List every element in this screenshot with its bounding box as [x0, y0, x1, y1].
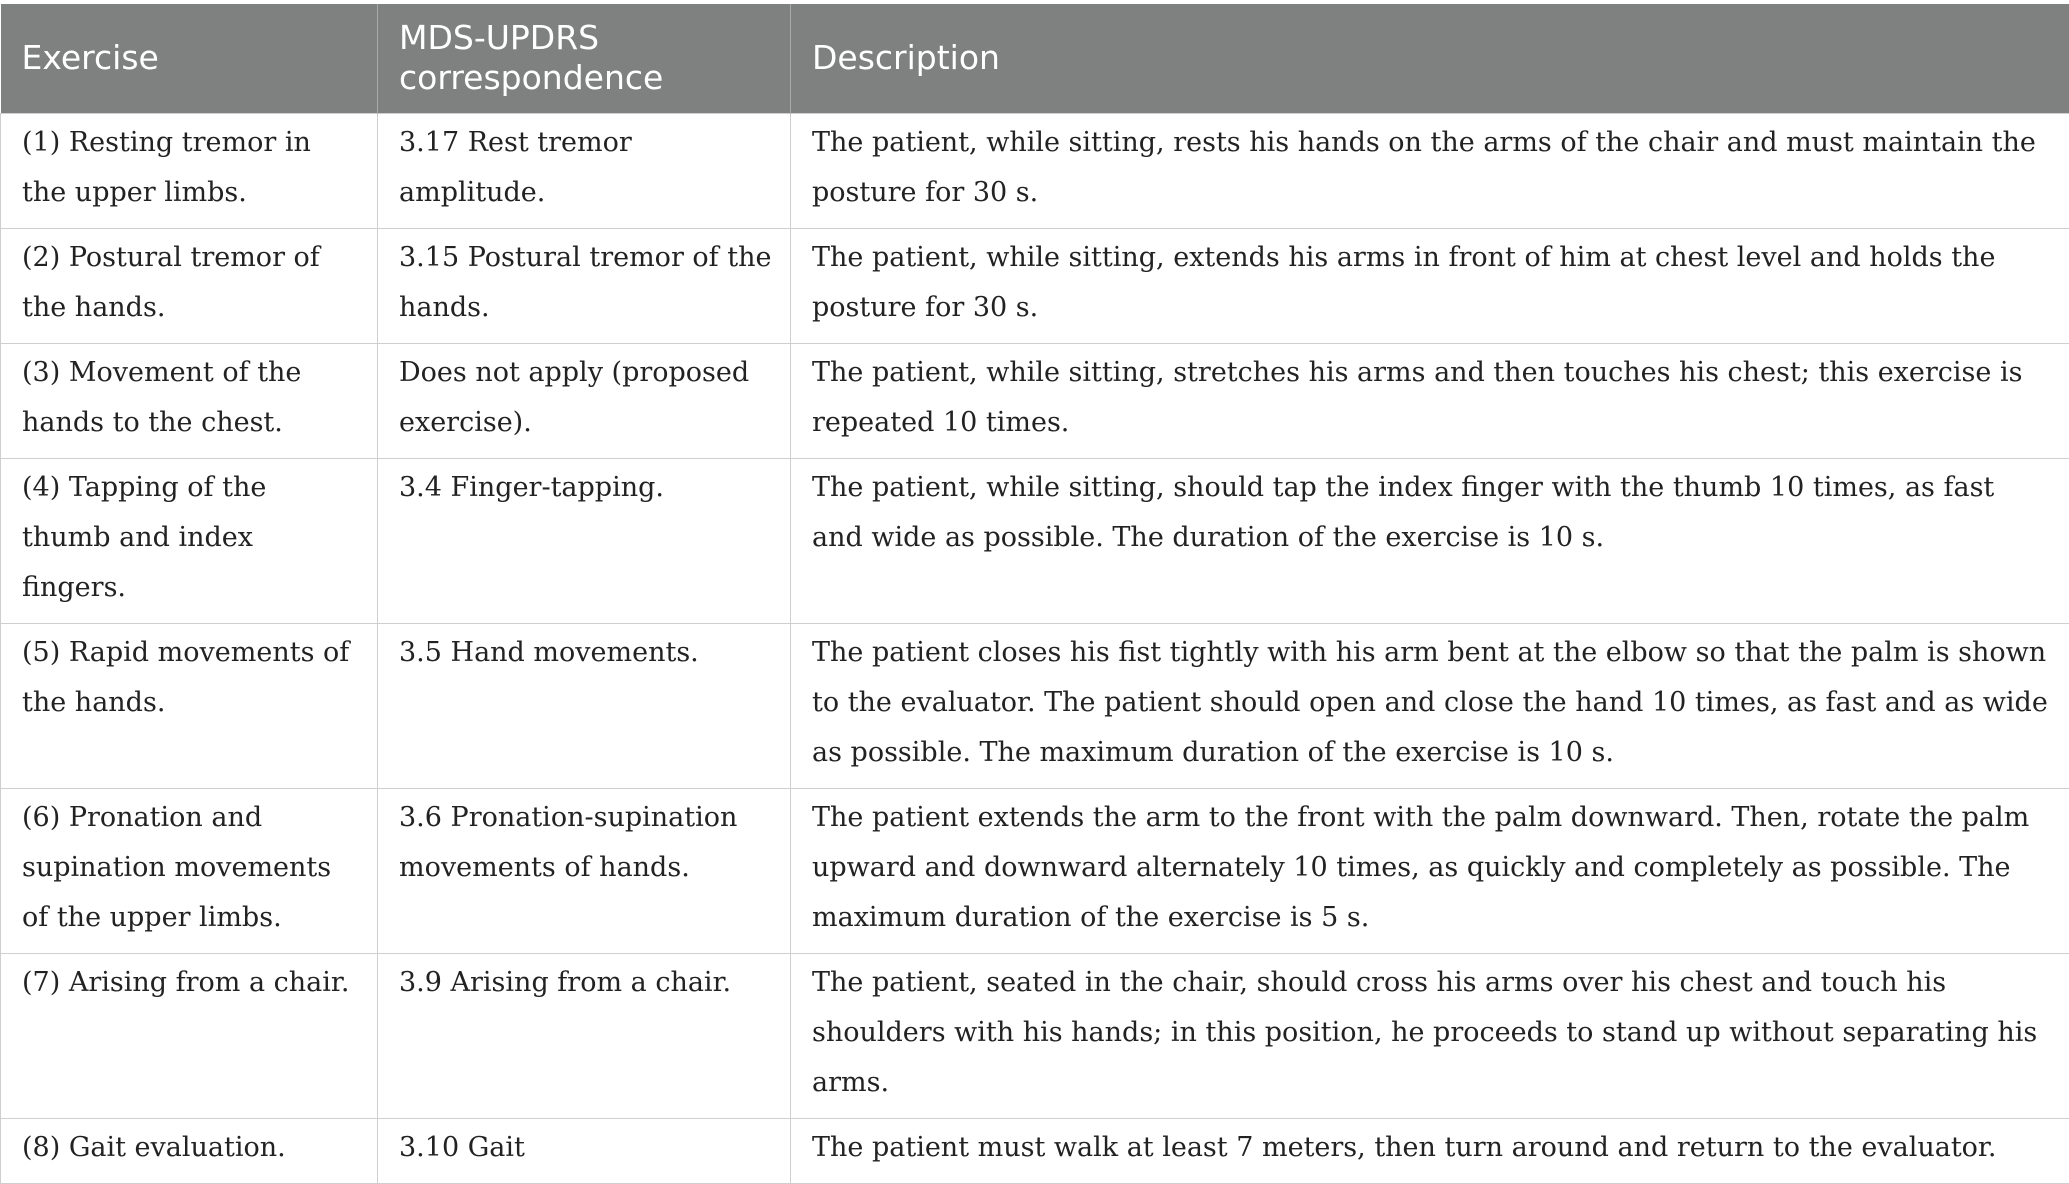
cell-correspondence: 3.17 Rest tremor amplitude. [378, 113, 791, 228]
cell-description: The patient, while sitting, extends his arms in front of him at chest level and holds the posture for 30 s. [791, 228, 2069, 343]
cell-correspondence: 3.4 Finger-tapping. [378, 458, 791, 623]
cell-description: The patient, while sitting, should tap the index finger with the thumb 10 times, as fast and wide as possible. The duration of the exercise is 10 s. [791, 458, 2069, 623]
cell-exercise: (7) Arising from a chair. [1, 953, 378, 1118]
exercise-table [0, 4, 2069, 1184]
cell-description: The patient, while sitting, rests his hands on the arms of the chair and must maintain the posture for 30 s. [791, 113, 2069, 228]
table-row [1, 623, 2069, 788]
cell-exercise: (8) Gait evaluation. [1, 1118, 378, 1183]
cell-description: The patient must walk at least 7 meters, then turn around and return to the evaluator. [791, 1118, 2069, 1183]
cell-description: The patient, while sitting, stretches his arms and then touches his chest; this exercise is repeated 10 times. [791, 343, 2069, 458]
cell-exercise: (5) Rapid movements of the hands. [1, 623, 378, 788]
cell-exercise: (6) Pronation and supination movements of the upper limbs. [1, 788, 378, 953]
cell-description: The patient, seated in the chair, should cross his arms over his chest and touch his shoulders with his hands; in this position, he proceeds to stand up without separating his arms. [791, 953, 2069, 1118]
table-row [1, 113, 2069, 228]
header-correspondence: MDS-UPDRS correspondence [378, 4, 791, 113]
table-row [1, 228, 2069, 343]
cell-description: The patient closes his fist tightly with his arm bent at the elbow so that the palm is shown to the evaluator. The patient should open and close the hand 10 times, as fast and as wide as possible. The maximum duration of the exercise is 10 s. [791, 623, 2069, 788]
cell-correspondence: Does not apply (proposed exercise). [378, 343, 791, 458]
cell-correspondence: 3.15 Postural tremor of the hands. [378, 228, 791, 343]
table-row [1, 343, 2069, 458]
table-row [1, 788, 2069, 953]
cell-correspondence: 3.9 Arising from a chair. [378, 953, 791, 1118]
exercise-table-container [0, 4, 2069, 1184]
cell-correspondence: 3.5 Hand movements. [378, 623, 791, 788]
header-exercise: Exercise [1, 4, 378, 113]
cell-exercise: (1) Resting tremor in the upper limbs. [1, 113, 378, 228]
cell-correspondence: 3.6 Pronation-supination movements of hands. [378, 788, 791, 953]
table-row [1, 953, 2069, 1118]
header-description: Description [791, 4, 2069, 113]
table-row [1, 458, 2069, 623]
cell-exercise: (4) Tapping of the thumb and index fingers. [1, 458, 378, 623]
table-header-row [1, 4, 2069, 113]
cell-description: The patient extends the arm to the front with the palm downward. Then, rotate the palm upward and downward alternately 10 times, as quickly and completely as possible. The maximum duration of the exercise is 5 s. [791, 788, 2069, 953]
cell-exercise: (3) Movement of the hands to the chest. [1, 343, 378, 458]
cell-exercise: (2) Postural tremor of the hands. [1, 228, 378, 343]
table-row [1, 1118, 2069, 1183]
cell-correspondence: 3.10 Gait [378, 1118, 791, 1183]
